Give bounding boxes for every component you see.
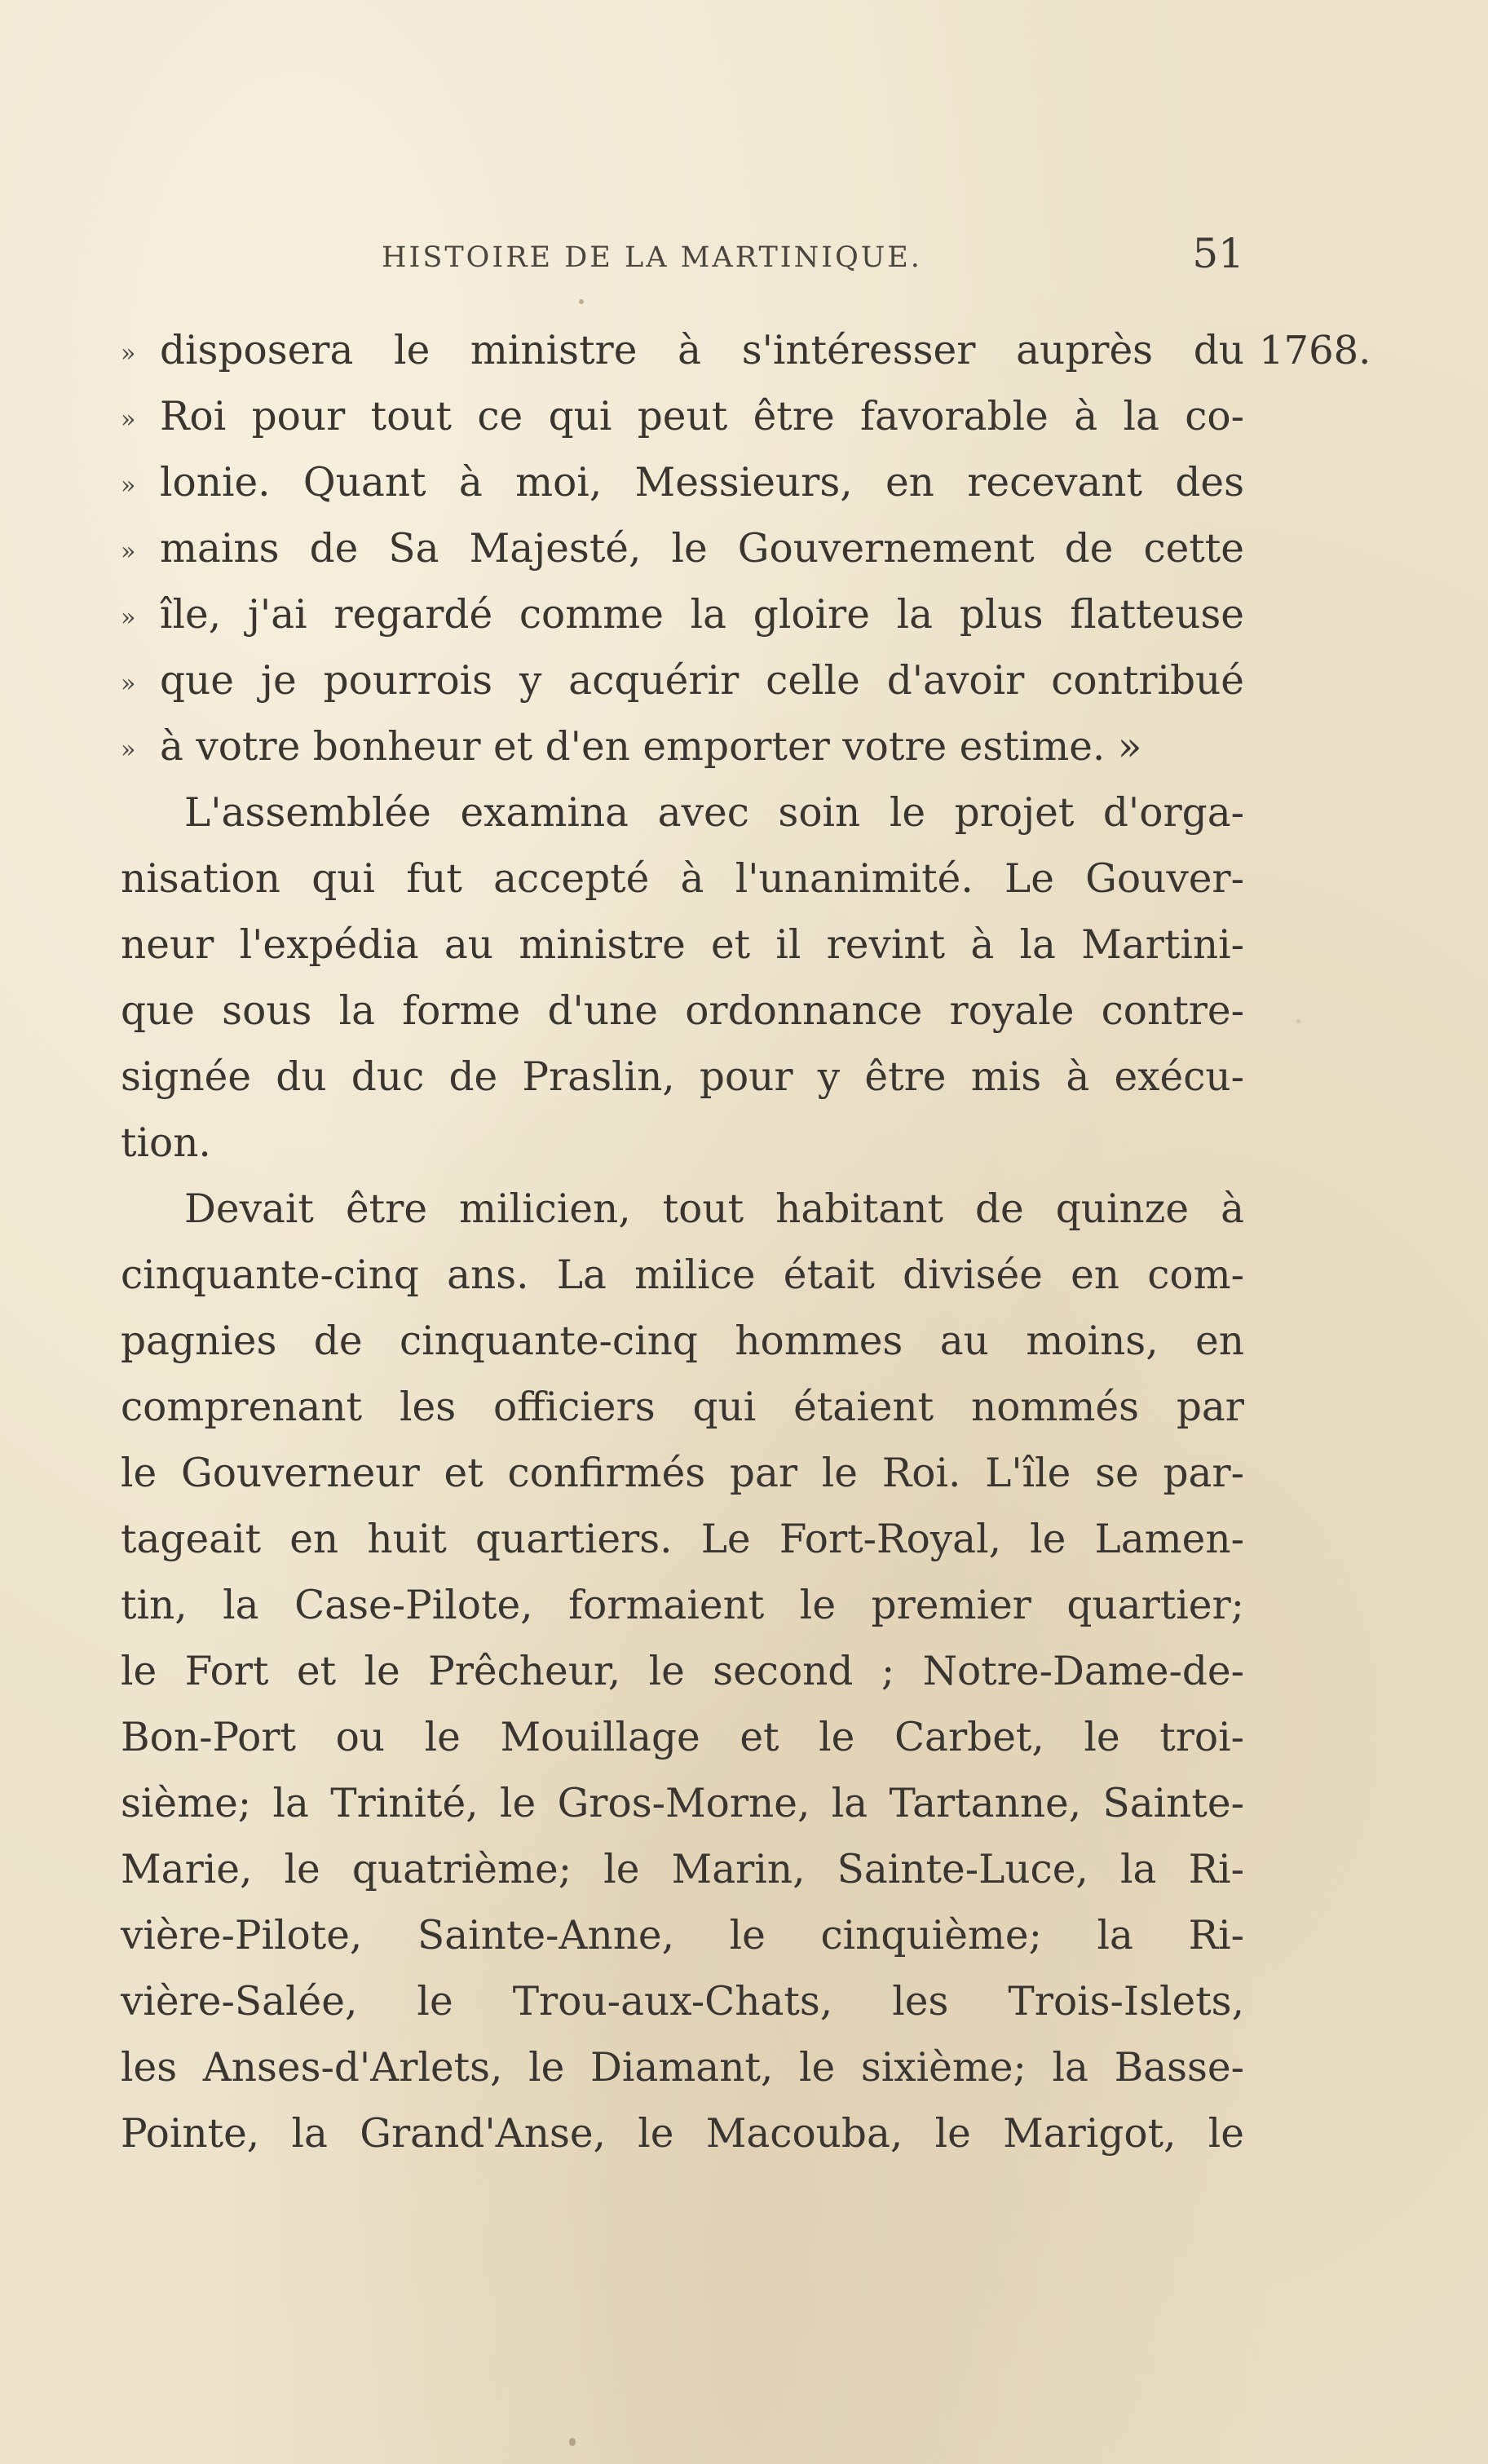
- text-line: [121, 2101, 1244, 2167]
- text-line-content: sième; la Trinité, le Gros-Morne, la Tartanne, Sainte-: [121, 1781, 1244, 1826]
- quote-mark: »: [121, 339, 136, 368]
- text-line: [121, 1573, 1244, 1639]
- page-number: 51: [1192, 230, 1244, 277]
- text-line: [121, 978, 1244, 1044]
- text-line-content: Bon-Port ou le Mouillage et le Carbet, le troi-: [121, 1715, 1244, 1760]
- running-head: [121, 230, 1244, 279]
- quote-mark: »: [121, 669, 136, 698]
- text-line-content: comprenant les officiers qui étaient nommés par: [121, 1384, 1244, 1430]
- text-line: [121, 1639, 1244, 1705]
- text-line-content: que je pourrois y acquérir celle d'avoir contribué: [160, 658, 1244, 704]
- text-line: [121, 1243, 1244, 1309]
- text-line: [121, 912, 1244, 978]
- quote-mark: »: [121, 735, 136, 764]
- text-line-content: neur l'expédia au ministre et il revint à la Martini-: [121, 922, 1244, 968]
- text-line-content: nisation qui fut accepté à l'unanimité. Le Gouver-: [121, 856, 1244, 902]
- paper-stain: [579, 299, 584, 304]
- text-line: [121, 450, 1244, 516]
- text-line: [121, 1177, 1244, 1243]
- text-line-content: Roi pour tout ce qui peut être favorable à la co-: [160, 394, 1244, 439]
- text-line: [121, 516, 1244, 582]
- text-line-content: tion.: [121, 1120, 211, 1166]
- text-line: [121, 1837, 1244, 1903]
- body-text: [121, 318, 1244, 2167]
- quote-mark: »: [121, 471, 136, 500]
- text-line: [121, 1969, 1244, 2035]
- text-line-content: le Fort et le Prêcheur, le second ; Notre-Dame-de-: [121, 1649, 1244, 1694]
- text-line-content: à votre bonheur et d'en emporter votre estime. »: [160, 724, 1142, 770]
- text-line: [121, 1309, 1244, 1375]
- text-line-content: cinquante-cinq ans. La milice était divisée en com-: [121, 1252, 1244, 1298]
- text-line: [121, 1375, 1244, 1441]
- text-line: [121, 2035, 1244, 2101]
- text-line-content: tin, la Case-Pilote, formaient le premier quartier;: [121, 1583, 1244, 1628]
- text-line-content: disposera le ministre à s'intéresser auprès du: [160, 328, 1244, 373]
- paper-stain: [569, 2438, 576, 2446]
- text-line-content: île, j'ai regardé comme la gloire la plus flatteuse: [160, 592, 1244, 638]
- text-line: [121, 1441, 1244, 1507]
- text-line-content: Pointe, la Grand'Anse, le Macouba, le Marigot, le: [121, 2111, 1244, 2157]
- text-line: [121, 1507, 1244, 1573]
- text-line-content: signée du duc de Praslin, pour y être mis à exécu-: [121, 1054, 1244, 1100]
- text-line: [121, 1111, 1244, 1177]
- text-line-content: tageait en huit quartiers. Le Fort-Royal, le Lamen-: [121, 1517, 1244, 1562]
- text-line: [121, 648, 1244, 714]
- text-line: [121, 846, 1244, 912]
- text-line: [121, 780, 1244, 846]
- text-line-content: Marie, le quatrième; le Marin, Sainte-Luce, la Ri-: [121, 1847, 1244, 1892]
- quote-mark: »: [121, 603, 136, 632]
- margin-date-note: 1768.: [1259, 328, 1371, 373]
- text-line-content: L'assemblée examina avec soin le projet d'orga-: [184, 790, 1244, 836]
- text-line-content: Devait être milicien, tout habitant de quinze à: [184, 1186, 1244, 1232]
- text-line: [121, 1903, 1244, 1969]
- quote-mark: »: [121, 405, 136, 434]
- quote-mark: »: [121, 537, 136, 566]
- text-line-content: lonie. Quant à moi, Messieurs, en recevant des: [160, 460, 1244, 506]
- text-line-content: les Anses-d'Arlets, le Diamant, le sixième; la Basse-: [121, 2045, 1244, 2091]
- text-line-content: le Gouverneur et confirmés par le Roi. L'île se par-: [121, 1451, 1244, 1496]
- text-line: [121, 582, 1244, 648]
- text-line: [121, 318, 1244, 384]
- text-line: [121, 1044, 1244, 1111]
- text-line: [121, 384, 1244, 450]
- running-title: HISTOIRE DE LA MARTINIQUE.: [382, 241, 922, 274]
- text-line-content: vière-Pilote, Sainte-Anne, le cinquième; la Ri-: [121, 1913, 1244, 1958]
- text-line-content: vière-Salée, le Trou-aux-Chats, les Trois-Islets,: [121, 1979, 1244, 2025]
- text-line: [121, 1705, 1244, 1771]
- text-line-content: pagnies de cinquante-cinq hommes au moins, en: [121, 1318, 1244, 1364]
- text-line-content: que sous la forme d'une ordonnance royale contre-: [121, 988, 1244, 1034]
- text-line: [121, 714, 1244, 780]
- text-line-content: mains de Sa Majesté, le Gouvernement de cette: [160, 526, 1244, 572]
- text-line: [121, 1771, 1244, 1837]
- paper-stain: [1296, 1019, 1300, 1023]
